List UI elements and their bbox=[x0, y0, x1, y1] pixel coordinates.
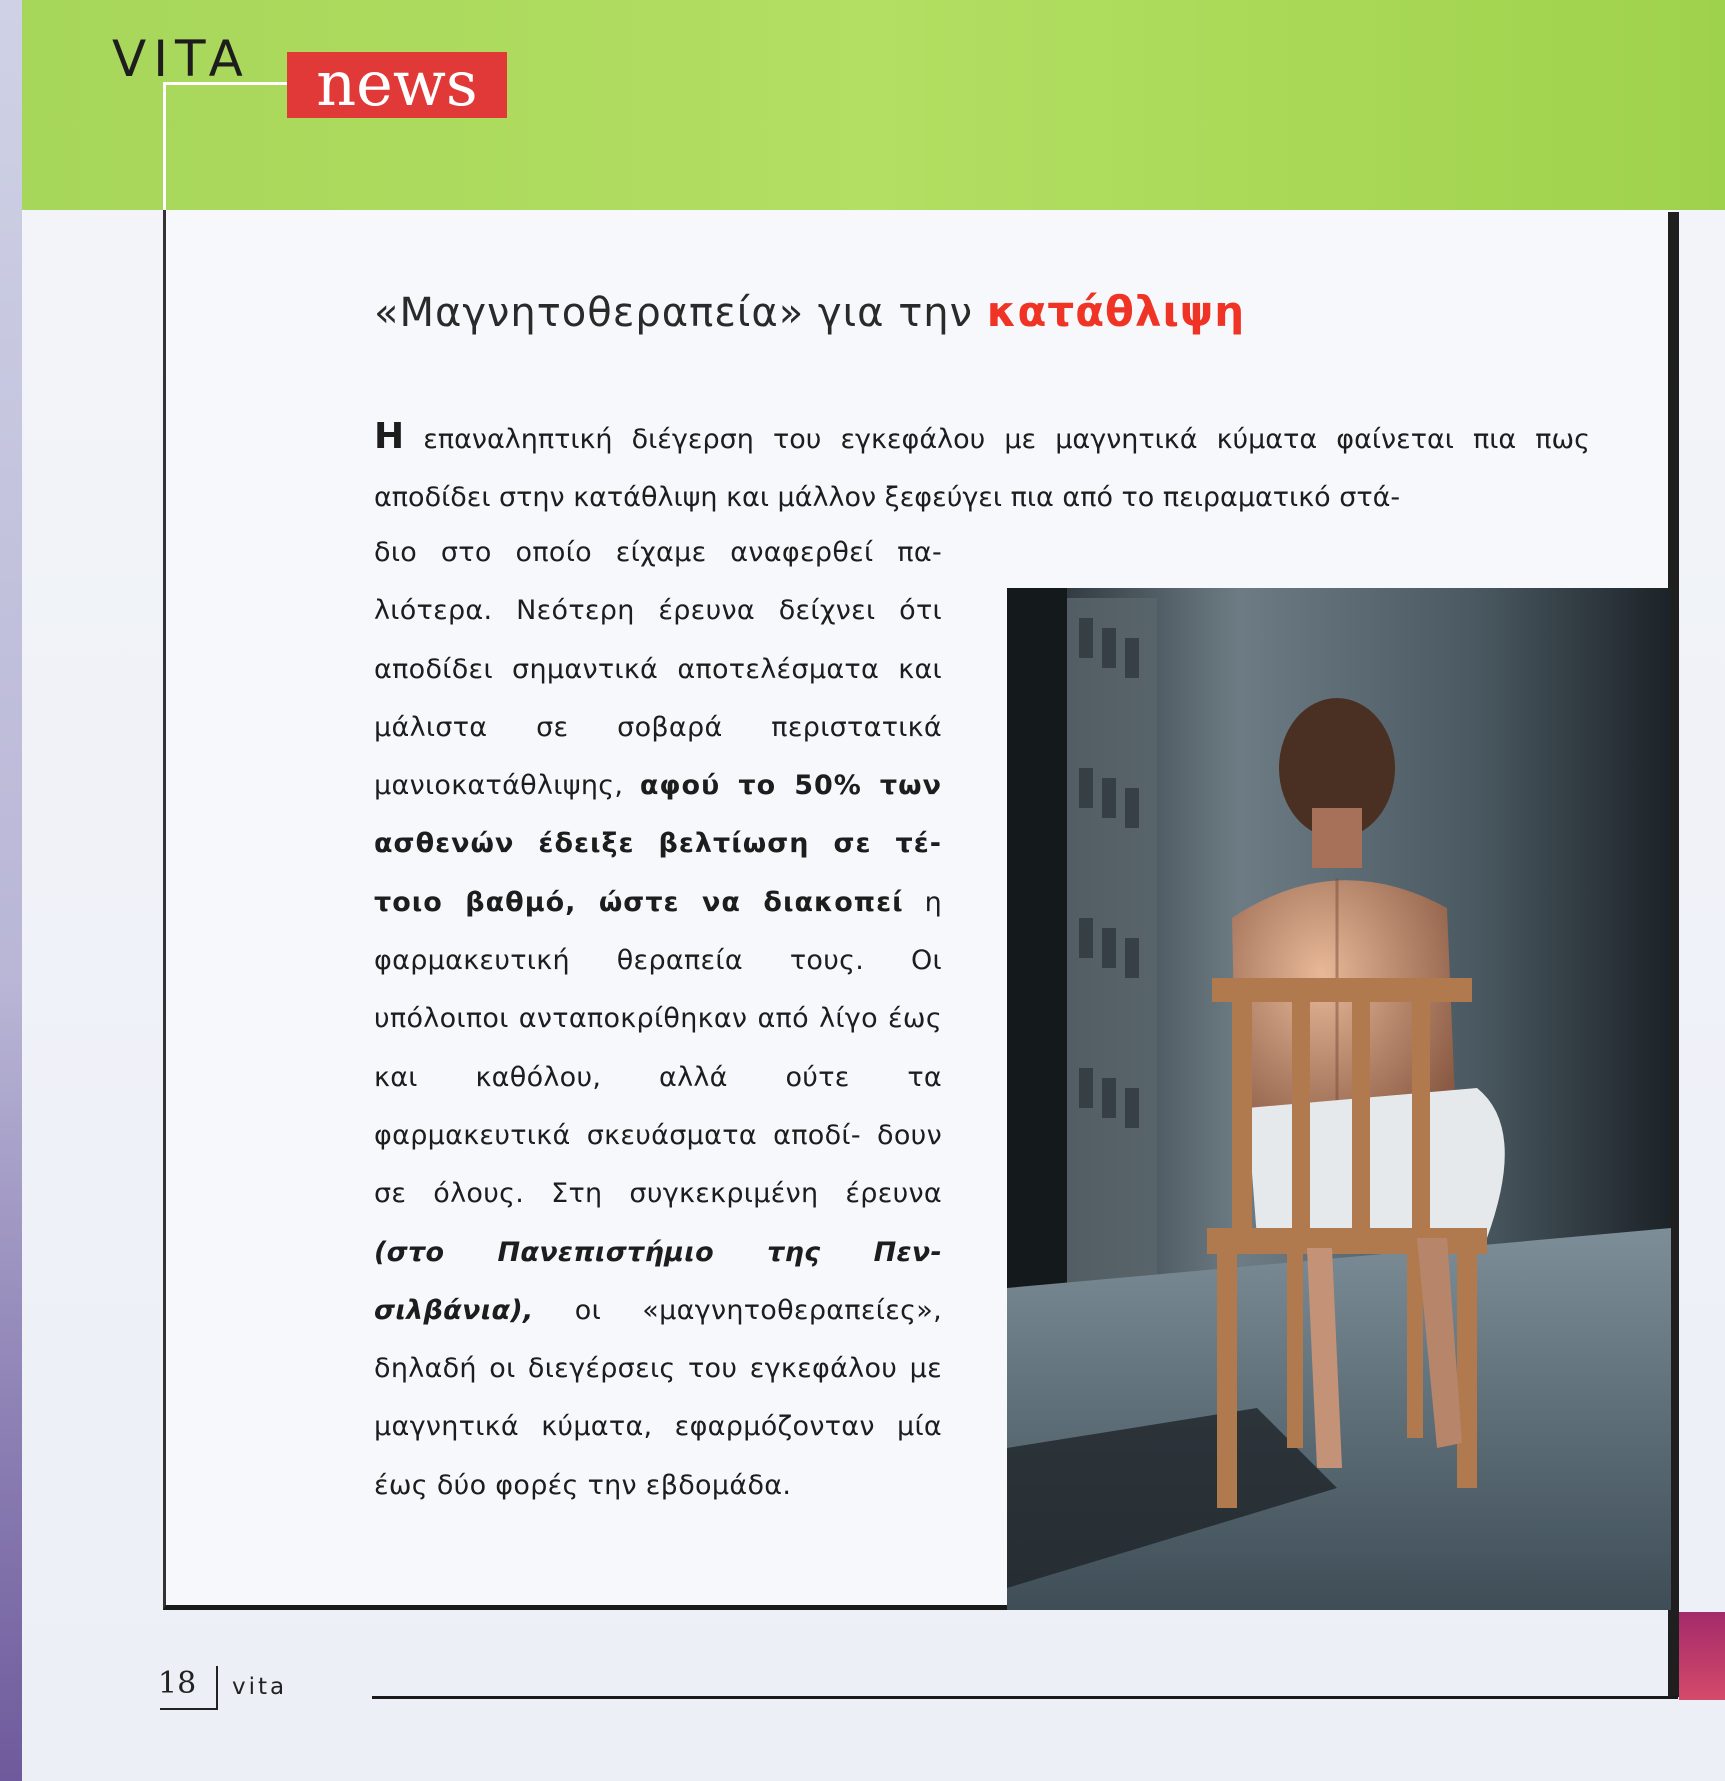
masthead-band bbox=[22, 0, 1725, 210]
dropcap: Η bbox=[374, 416, 405, 457]
body-text-3: οι «μαγνητοθεραπείες», δηλαδή οι διεγέρσεις του εγκεφάλου με μαγνητικά κύματα, εφαρμόζονταν μία έως δύο φορές την εβδομάδα. bbox=[374, 1294, 942, 1501]
footer-rule bbox=[372, 1696, 1678, 1699]
section-label: news bbox=[287, 52, 507, 118]
footer-separator bbox=[216, 1666, 218, 1710]
body-text-2: η φαρμακευτική θεραπεία τους. Οι υπόλοιποι ανταποκρίθηκαν από λίγο έως και καθόλου, αλλά ούτε τα φαρμακευτικά σκευάσματα αποδί- δουν σε όλους. Στη συγκεκριμένη έρευνα bbox=[374, 886, 942, 1210]
page-number-underline bbox=[160, 1708, 218, 1710]
body-italic-text: (στο Πανεπιστήμιο της Πεν- σιλβάνια), bbox=[374, 1236, 942, 1326]
photo-man-on-chair bbox=[1007, 588, 1671, 1610]
body-text-1: διο στο οποίο είχαμε αναφερθεί πα- λιότερα. Νεότερη έρευνα δείχνει ότι αποδίδει σημαντικά αποτελέσματα και μάλιστα σε σοβαρά περιστατικά μανιοκατάθλιψης, bbox=[374, 537, 942, 802]
page-number: 18 bbox=[158, 1666, 197, 1701]
article-body bbox=[374, 524, 942, 1515]
lead-text: επαναληπτική διέγερση του εγκεφάλου με μαγνητικά κύματα φαίνεται πια πως αποδίδει στην κατάθλιψη και μάλλον ξεφεύγει πια από το πειραματικό στά- bbox=[374, 424, 1590, 513]
brand-logo: VITA bbox=[112, 30, 250, 88]
body-bold-text: αφού το 50% των ασθενών έδειξε βελτίωση σε τέ- τοιο βαθμό, ώστε να διακοπεί bbox=[374, 770, 942, 918]
article-photo bbox=[1007, 588, 1671, 1610]
title-text: «Μαγνητοθεραπεία» για την bbox=[374, 290, 973, 336]
page-binding-edge bbox=[0, 0, 22, 1781]
masthead-hook-line bbox=[163, 82, 166, 210]
right-color-accent bbox=[1679, 1612, 1725, 1700]
footer-magazine-name: vita bbox=[232, 1674, 288, 1700]
article-title bbox=[374, 287, 1245, 336]
title-highlight: κατάθλιψη bbox=[986, 287, 1246, 336]
article-lead bbox=[374, 408, 1590, 527]
